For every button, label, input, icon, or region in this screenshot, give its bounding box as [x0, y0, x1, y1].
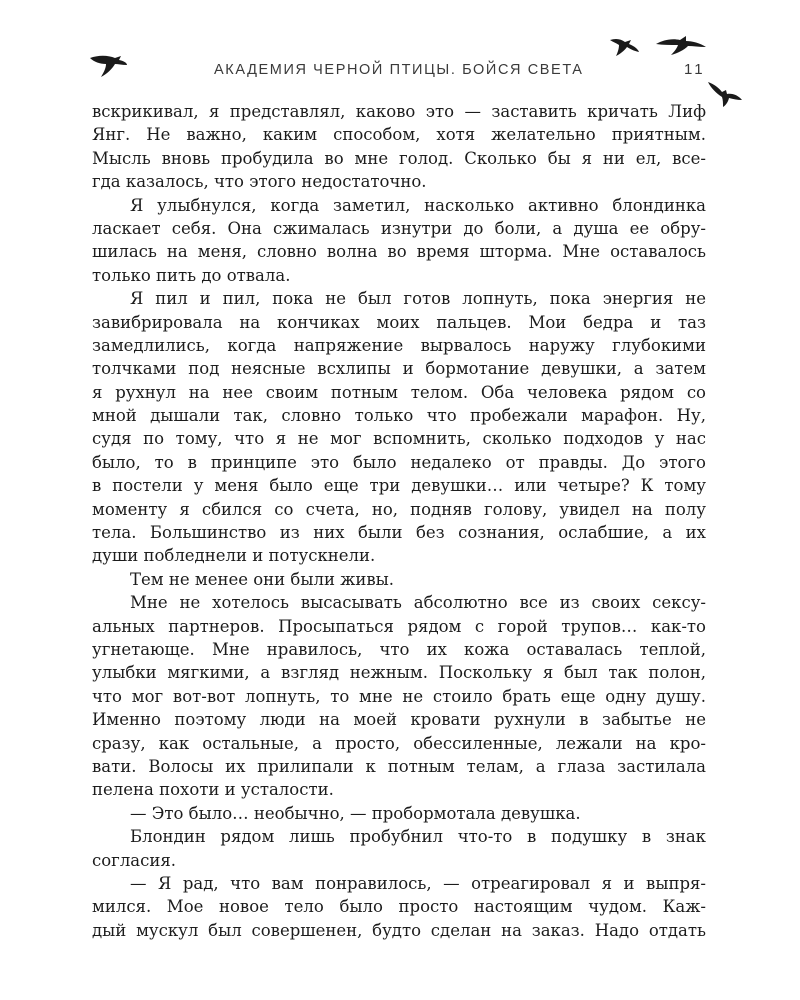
text-line: мился. Мое новое тело было просто настоящим чудом. Каж-: [92, 897, 706, 917]
text-line: Мне не хотелось высасывать абсолютно все из своих сексу-: [130, 593, 706, 613]
text-line: я рухнул на нее своим потным телом. Оба человека рядом со: [92, 382, 706, 402]
text-line: — Это было… необычно, — пробормотала девушка.: [130, 803, 581, 823]
text-line: души побледнели и потускнели.: [92, 546, 376, 566]
text-line: улыбки мягкими, а взгляд нежным. Поскольку я был так полон,: [92, 663, 706, 683]
text-line: Я пил и пил, пока не был готов лопнуть, пока энергия не: [130, 289, 706, 309]
text-line: Именно поэтому люди на моей кровати рухнули в забытье не: [92, 710, 706, 730]
text-line: замедлились, когда напряжение вырвалось наружу глубокими: [92, 335, 706, 355]
text-line: угнетающе. Мне нравилось, что их кожа оставалась теплой,: [92, 639, 706, 659]
text-line: вскрикивал, я представлял, каково это — заставить кричать Лиф: [92, 102, 706, 121]
crow-flock-icon: [608, 30, 708, 60]
text-line: ласкает себя. Она сжималась изнутри до боли, а душа ее обру-: [92, 218, 706, 238]
crow-icon: [706, 78, 744, 108]
text-line: альных партнеров. Просыпаться рядом с горой трупов… как-то: [92, 616, 706, 636]
text-line: — Я рад, что вам понравилось, — отреагировал я и выпря-: [130, 873, 706, 893]
text-line: гда казалось, что этого недостаточно.: [92, 172, 427, 192]
text-line: толчками под неясные всхлипы и бормотание девушки, а затем: [92, 359, 706, 379]
text-line: мной дышали так, словно только что пробежали марафон. Ну,: [92, 406, 706, 426]
text-line: Мысль вновь пробудила во мне голод. Сколько бы я ни ел, все-: [92, 148, 706, 168]
text-line: Янг. Не важно, каким способом, хотя желательно приятным.: [92, 125, 706, 145]
text-line: согласия.: [92, 850, 177, 870]
text-line: пелена похоти и усталости.: [92, 780, 334, 800]
text-line: Блондин рядом лишь пробубнил что-то в подушку в знак: [130, 827, 706, 847]
text-line: в постели у меня было еще три девушки… или четыре? К тому: [92, 476, 706, 496]
crow-icon: [88, 52, 128, 80]
text-line: было, то в принципе это было недалеко от правды. До этого: [92, 452, 706, 472]
text-line: моменту я сбился со счета, но, подняв голову, увидел на полу: [92, 499, 706, 519]
text-line: Тем не менее они были живы.: [130, 569, 395, 589]
text-line: Я улыбнулся, когда заметил, насколько активно блондинка: [130, 195, 706, 215]
text-line: вати. Волосы их прилипали к потным телам, а глаза застилала: [92, 756, 706, 776]
running-header: АКАДЕМИЯ ЧЕРНОЙ ПТИЦЫ. БОЙСЯ СВЕТА: [214, 62, 584, 78]
text-line: что мог вот-вот лопнуть, то мне не стоило брать еще одну душу.: [92, 686, 706, 706]
text-line: дый мускул был совершенен, будто сделан на заказ. Надо отдать: [92, 920, 706, 940]
text-line: шилась на меня, словно волна во время шторма. Мне оставалось: [92, 242, 706, 262]
text-line: сразу, как остальные, а просто, обессиленные, лежали на кро-: [92, 733, 706, 753]
text-line: судя по тому, что я не мог вспомнить, сколько подходов у нас: [92, 429, 706, 449]
body-text: [92, 100, 706, 942]
text-line: завибрировала на кончиках моих пальцев. Мои бедра и таз: [92, 312, 706, 332]
text-line: тела. Большинство из них были без сознания, ослабшие, а их: [92, 523, 706, 543]
text-line: только пить до отвала.: [92, 265, 291, 285]
page-number: 11: [684, 61, 706, 78]
